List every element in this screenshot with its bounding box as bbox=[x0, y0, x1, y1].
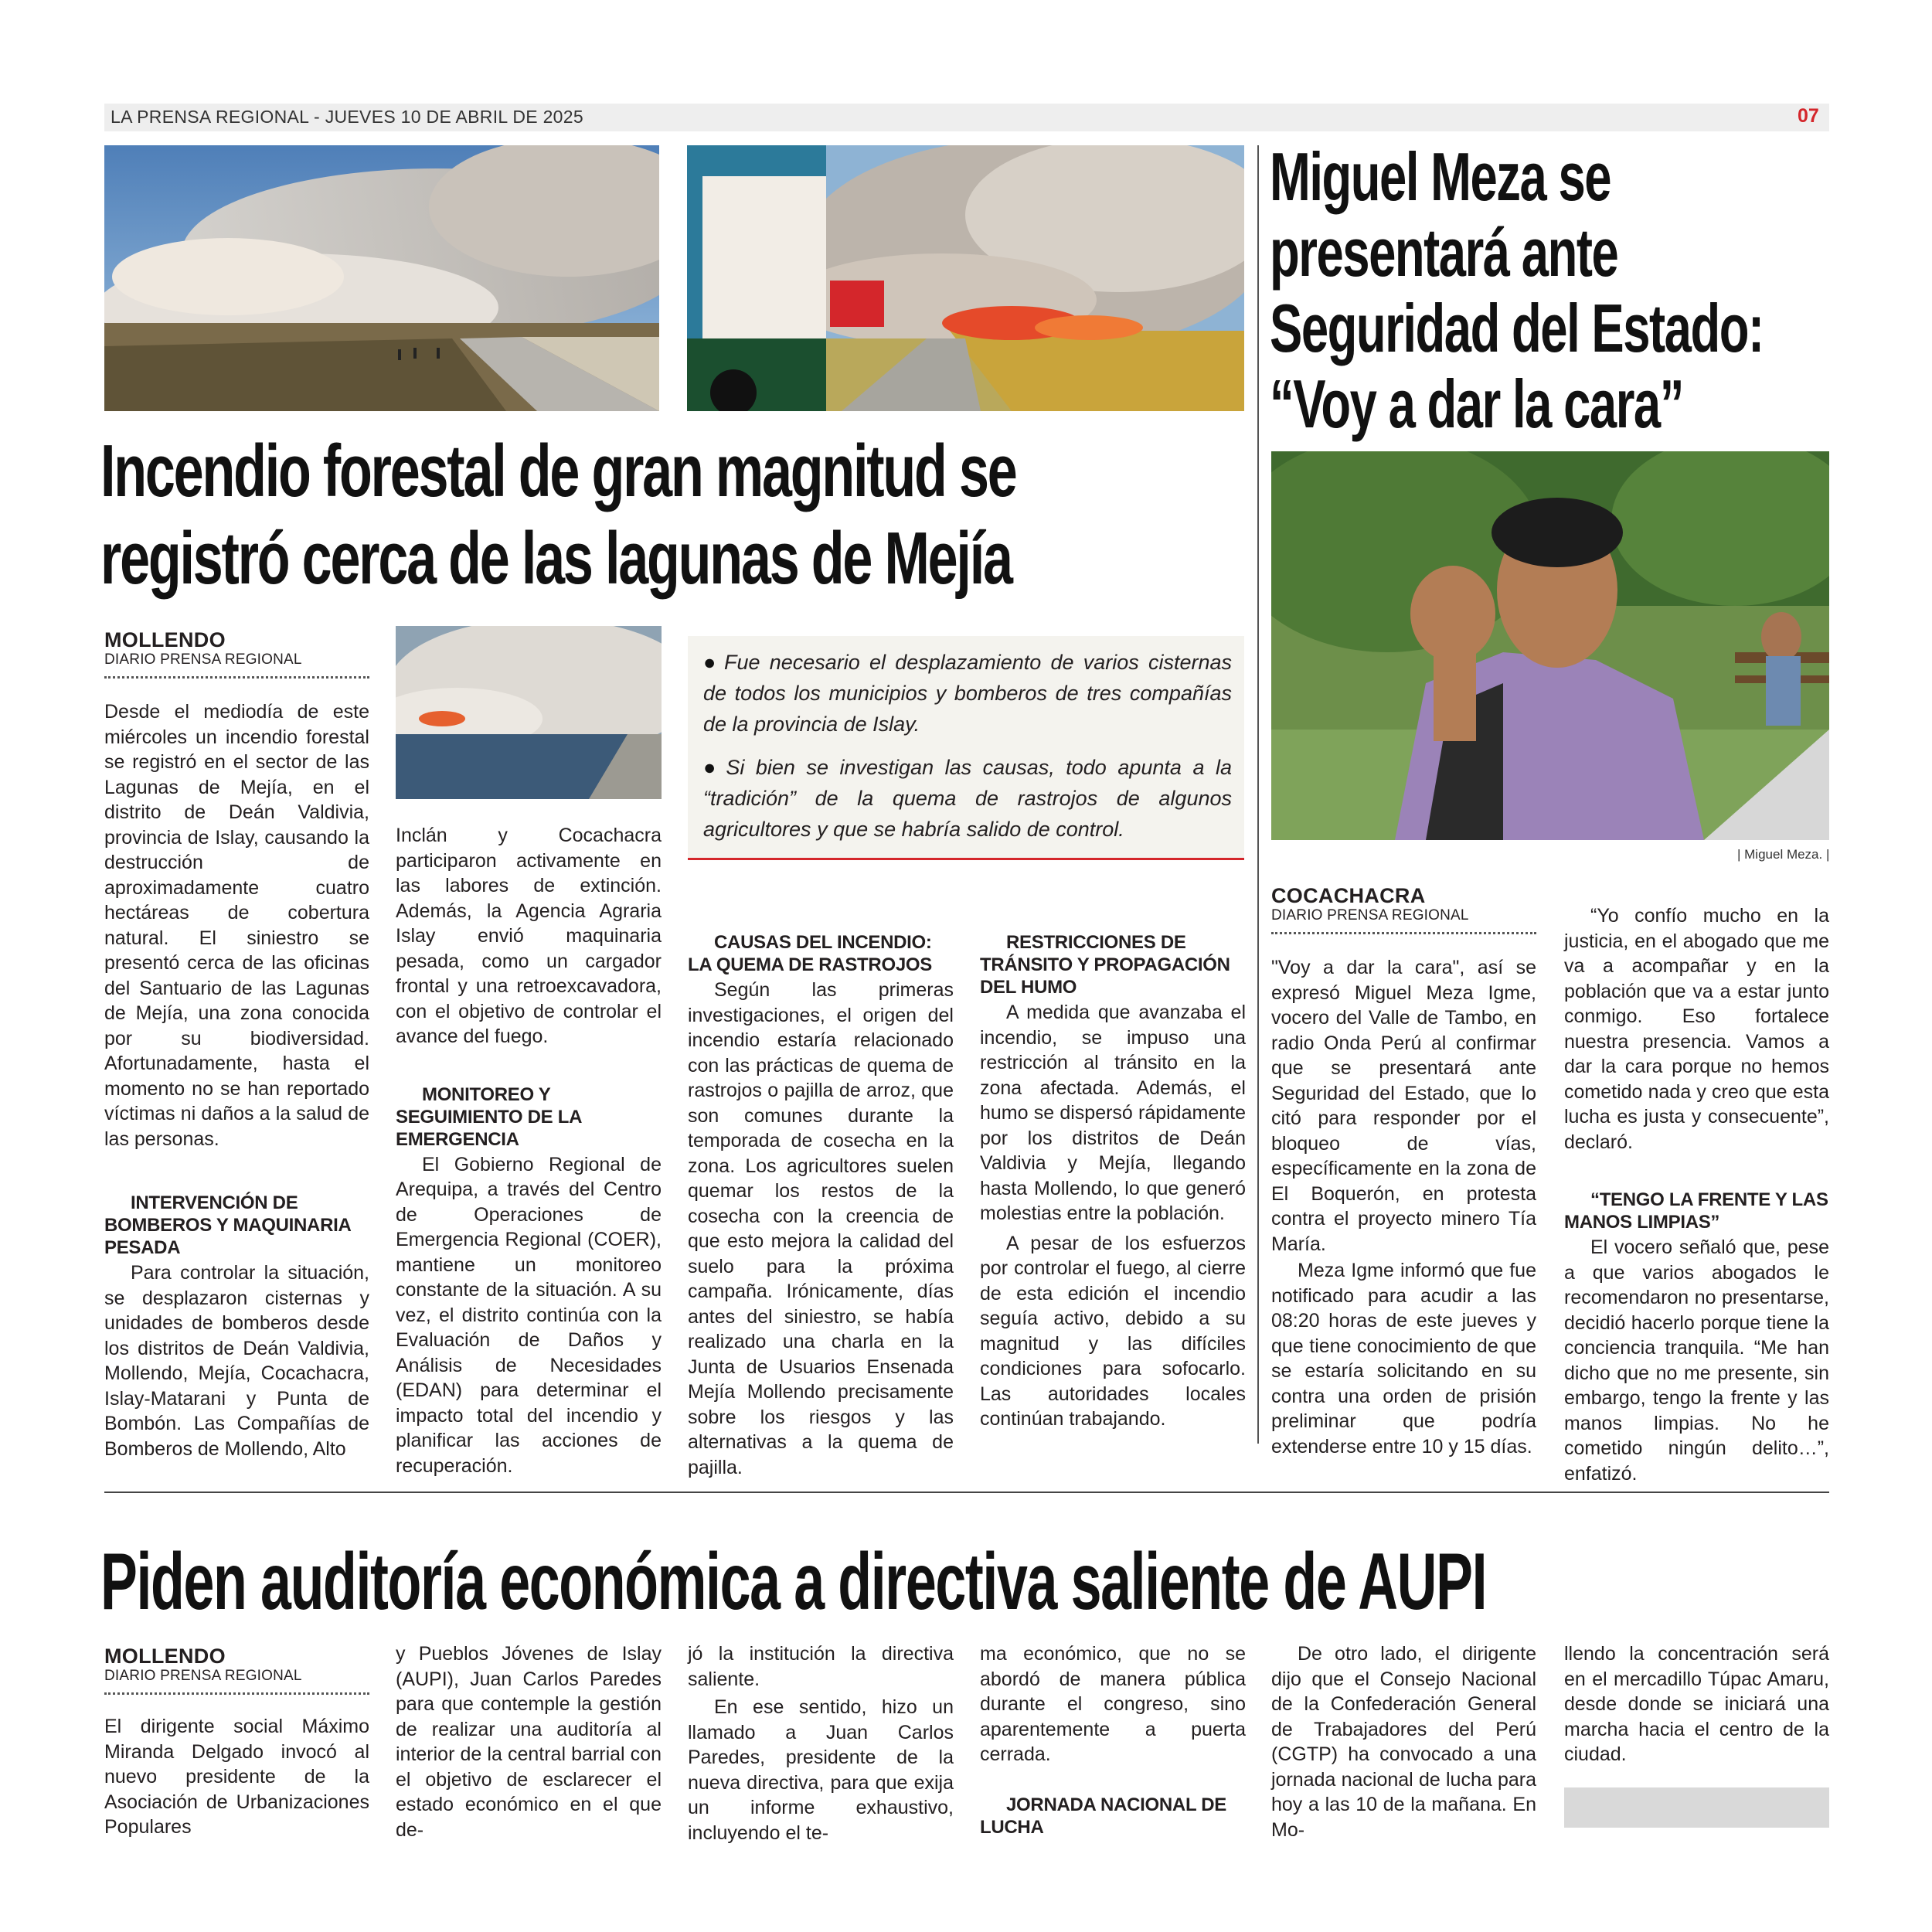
aupi-column-6 bbox=[1564, 1641, 1829, 1767]
aupi-column-4 bbox=[980, 1641, 1246, 1840]
callout-text-1: Fue necesario el desplazamiento de varios cisternas de todos los municipios y bomberos de tres compañías de la provincia de Islay. bbox=[703, 651, 1232, 736]
fire-column-4 bbox=[980, 931, 1246, 1432]
fire-paragraph: El Gobierno Regional de Arequipa, a través del Centro de Operaciones de Emergencia Regional (COER), mantiene un monitoreo constante de la situación. A su vez, el distrito continúa con la Evaluación de Daños y Análisis de Necesidades (EDAN) para determinar el impacto total del incendio y planificar las acciones de recuperación. bbox=[396, 1153, 662, 1477]
byline-divider bbox=[104, 676, 369, 679]
meza-paragraph: El vocero señaló que, pese a que varios abogados le recomendaron no presentarse, decidió hacerlo porque tiene la conciencia tranquila. “Me han dicho que no me presente, sin embargo, tengo la frente y las manos limpias. No he cometido ningún delito…”, enfatizó. bbox=[1564, 1236, 1829, 1485]
aupi-byline bbox=[104, 1645, 369, 1695]
meza-headline-line-2: presentará ante bbox=[1270, 214, 1618, 291]
publication-dateline: LA PRENSA REGIONAL - JUEVES 10 DE ABRIL DE 2025 bbox=[111, 107, 583, 127]
aupi-paragraph: llendo la concentración será en el mercadillo Túpac Amaru, desde donde se iniciará una marcha hacia el centro de la ciudad. bbox=[1564, 1643, 1829, 1765]
fire-paragraph: Según las primeras investigaciones, el origen del incendio estaría relacionado con las prácticas de quema de rastrojos o pajilla de arroz, que son comunes durante la temporada de cosecha en la zona. Los agricultores suelen quemar los restos de la cosecha con la creencia de que esto mejora la calidad del suelo para la próxima campaña. Irónicamente, días antes del siniestro, se había realizado una charla en la Junta de Usuarios Ensenada Mejía Mollendo precisamente sobre los riesgos y las alternativas a la quema de pajilla. bbox=[688, 979, 954, 1478]
meza-location: COCACHACRA bbox=[1271, 884, 1426, 907]
fire-column-3 bbox=[688, 931, 954, 1480]
byline-divider bbox=[1271, 932, 1536, 934]
meza-paragraph: "Voy a dar la cara", así se expresó Miguel Meza Igme, vocero del Valle de Tambo, en radio Onda Perú al confirmar que se presentará ante Seguridad del Estado, que lo citó para responder por el bloqueo de vías, específicamente en la zona de El Boquerón, en protesta contra el proyecto minero Tía María. bbox=[1271, 957, 1536, 1255]
bullet-icon: ● bbox=[703, 651, 720, 674]
aupi-column-2 bbox=[396, 1641, 662, 1842]
meza-headline-line-4: “Voy a dar la cara” bbox=[1270, 366, 1683, 442]
meza-photo-caption: | Miguel Meza. | bbox=[1737, 847, 1830, 862]
aupi-column-3 bbox=[688, 1641, 954, 1845]
meza-headline-line-3: Seguridad del Estado: bbox=[1270, 290, 1764, 366]
fire-photo-road bbox=[104, 145, 659, 411]
fire-headline-line-2: registró cerca de las lagunas de Mejía bbox=[100, 517, 1012, 600]
meza-paragraph: Meza Igme informó que fue notificado para acudir a las 08:20 horas de este jueves y que tiene conocimiento de que se estaría solicitando en su contra una orden de prisión preliminar que podría extenderse entre 10 y 15 días. bbox=[1271, 1260, 1536, 1458]
fire-paragraph: A medida que avanzaba el incendio, se impuso una restricción al tránsito en la zona afectada. Además, el humo se dispersó rápidamente por los distritos de Deán Valdivia y Mejía, llegando hasta Mollendo, lo que generó molestias entre la población. bbox=[980, 1002, 1246, 1224]
aupi-subheading-jornada: JORNADA NACIONAL DE LUCHA bbox=[980, 1794, 1226, 1838]
meza-column-1 bbox=[1271, 955, 1536, 1459]
aupi-paragraph: En ese sentido, hizo un llamado a Juan Carlos Paredes, presidente de la nueva directiva, para que exija un informe exhaustivo, incluyendo el te- bbox=[688, 1696, 954, 1844]
meza-portrait-photo bbox=[1271, 451, 1829, 840]
fire-location: MOLLENDO bbox=[104, 628, 226, 651]
section-divider bbox=[104, 1492, 1829, 1493]
fire-photo-trucks bbox=[687, 145, 1244, 411]
fire-paragraph: Desde el mediodía de este miércoles un incendio forestal se registró en el sector de las Lagunas de Mejía, en el distrito de Deán Valdivia, provincia de Islay, causando la destrucción de aproximadamente cuatro hectáreas de cobertura natural. El siniestro se presentó cerca de las oficinas del Santuario de las Lagunas de Mejía, una zona conocida por su biodiversidad. Afortunadamente, hasta el momento no se han reportado víctimas ni daños a la salud de las personas. bbox=[104, 701, 369, 1150]
byline-divider bbox=[104, 1692, 369, 1695]
aupi-column-1 bbox=[104, 1714, 369, 1840]
callout-item bbox=[703, 752, 1232, 845]
meza-agency: DIARIO PRENSA REGIONAL bbox=[1271, 907, 1469, 923]
fire-subheading-causas: CAUSAS DEL INCENDIO: LA QUEMA DE RASTROJOS bbox=[688, 932, 932, 975]
aupi-paragraph: ma económico, que no se abordó de manera pública durante el congreso, sino aparentemente a puerta cerrada. bbox=[980, 1643, 1246, 1765]
aupi-paragraph: y Pueblos Jóvenes de Islay (AUPI), Juan Carlos Paredes para que contemple la gestión de realizar una auditoría al interior de la central barrial con el objetivo de esclarecer el estado económico en el que de- bbox=[396, 1643, 662, 1841]
fire-paragraph: A pesar de los esfuerzos por controlar el fuego, al cierre de esta edición el incendio seguía activo, debido a su magnitud y las difíciles condiciones para sofocarlo. Las autoridades locales continúan trabajando. bbox=[980, 1232, 1246, 1430]
meza-headline-line-1: Miguel Meza se bbox=[1270, 138, 1611, 215]
fire-paragraph: Inclán y Cocachacra participaron activamente en las labores de extinción. Además, la Agencia Agraria Islay envió maquinaria pesada, como un cargador frontal y una retroexcavadora, con el objetivo de controlar el avance del fuego. bbox=[396, 825, 662, 1047]
fire-column-2 bbox=[396, 823, 662, 1478]
fire-subheading-bomberos: INTERVENCIÓN DE BOMBEROS Y MAQUINARIA PESADA bbox=[104, 1192, 351, 1258]
aupi-headline: Piden auditoría económica a directiva saliente de AUPI bbox=[100, 1537, 1487, 1627]
column-divider bbox=[1257, 145, 1259, 1444]
fire-byline bbox=[104, 628, 369, 679]
fire-subheading-restricciones: RESTRICCIONES DE TRÁNSITO Y PROPAGACIÓN DEL HUMO bbox=[980, 932, 1230, 998]
aupi-paragraph: De otro lado, el dirigente dijo que el Consejo Nacional de la Confederación General de Trabajadores del Perú (CGTP) ha convocado a una jornada nacional de lucha para hoy a las 10 de la mañana. En Mo- bbox=[1271, 1643, 1536, 1841]
aupi-location: MOLLENDO bbox=[104, 1645, 226, 1668]
fire-paragraph: Para controlar la situación, se desplazaron cisternas y unidades de bomberos desde los distritos de Deán Valdivia, Mollendo, Mejía, Cocachacra, Islay-Matarani y Punta de Bombón. Las Compañías de Bomberos de Mollendo, Alto bbox=[104, 1262, 369, 1460]
meza-column-2 bbox=[1564, 903, 1829, 1486]
meza-paragraph: “Yo confío mucho en la justicia, en el abogado que me va a acompañar y en la población que va a estar junto conmigo. Eso fortalece nuestra presencia. Vamos a dar la cara porque no hemos cometido nada y creo que esta lucha es justa y consecuente”, declaró. bbox=[1564, 905, 1829, 1153]
fire-headline-line-1: Incendio forestal de gran magnitud se bbox=[100, 430, 1016, 512]
fire-agency: DIARIO PRENSA REGIONAL bbox=[104, 651, 302, 668]
fire-callout-box bbox=[688, 636, 1244, 860]
callout-item bbox=[703, 647, 1232, 740]
callout-text-2: Si bien se investigan las causas, todo apunta a la “tradición” de la quema de rastrojos de algunos agricultores y que se habría salido de control. bbox=[703, 756, 1233, 841]
fire-column-1 bbox=[104, 699, 369, 1461]
aupi-paragraph: jó la institución la directiva saliente. bbox=[688, 1643, 954, 1690]
fire-subheading-monitoreo: MONITOREO Y SEGUIMIENTO DE LA EMERGENCIA bbox=[396, 1083, 582, 1150]
aupi-agency: DIARIO PRENSA REGIONAL bbox=[104, 1668, 302, 1684]
placeholder-box bbox=[1564, 1787, 1829, 1828]
page-number: 07 bbox=[1798, 105, 1819, 127]
aupi-paragraph: El dirigente social Máximo Miranda Delgado invocó al nuevo presidente de la Asociación de Urbanizaciones Populares bbox=[104, 1716, 369, 1838]
meza-subheading-frente: “TENGO LA FRENTE Y LAS MANOS LIMPIAS” bbox=[1564, 1189, 1828, 1233]
meza-byline bbox=[1271, 884, 1536, 934]
fire-photo-lagoon bbox=[396, 626, 662, 799]
bullet-icon: ● bbox=[703, 756, 722, 779]
aupi-column-5 bbox=[1271, 1641, 1536, 1842]
